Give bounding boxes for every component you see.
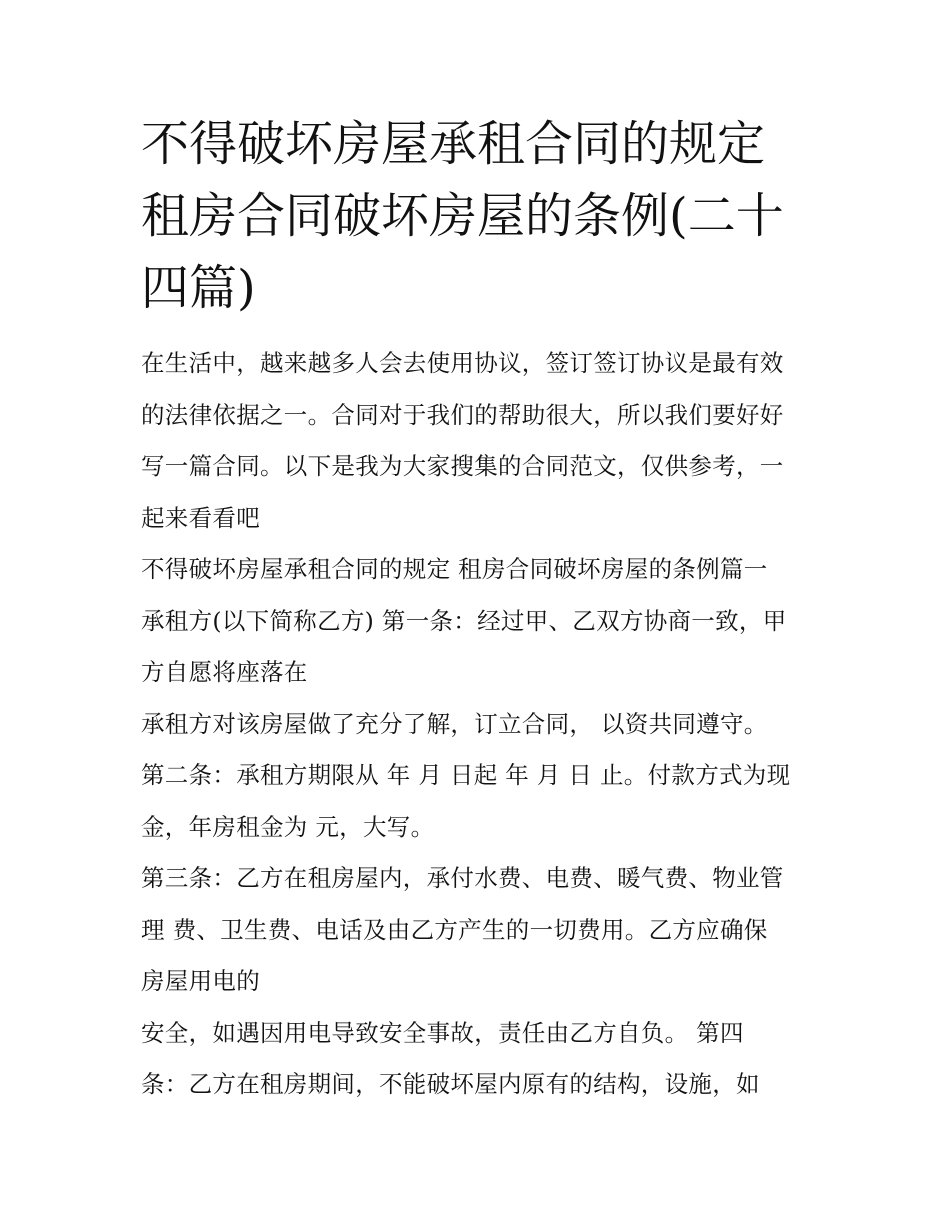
paragraph-article-1: [141, 596, 840, 699]
text-line: 承租方(以下简称乙方) 第一条：经过甲、乙双方协商一致，甲: [141, 606, 787, 635]
text-line: 房屋用电的: [141, 967, 260, 995]
text-line: 金，年房租金为 元，大写。: [141, 812, 435, 841]
title-line: 不得破坏房屋承租合同的规定: [141, 116, 766, 172]
document-title: [141, 108, 840, 324]
text-line: 方自愿将座落在: [141, 658, 308, 686]
text-line: 承租方对该房屋做了充分了解，订立合同， 以资共同遵守。: [141, 709, 768, 738]
title-line: 租房合同破坏房屋的条例(二十: [141, 188, 784, 244]
text-line: 起来看看吧: [141, 503, 260, 532]
paragraph-article-3: [141, 853, 840, 1008]
text-line: 不得破坏房屋承租合同的规定 租房合同破坏房屋的条例篇一: [141, 555, 768, 583]
text-line: 第二条：承租方期限从 年 月 日起 年 月 日 止。付款方式为现: [141, 761, 791, 789]
paragraph-agreement: [141, 699, 840, 751]
text-line: 第三条：乙方在租房屋内，承付水费、电费、暖气费、物业管: [141, 864, 784, 892]
document-body: [141, 338, 840, 1111]
text-line: 安全，如遇因用电导致安全事故，责任由乙方自负。 第四: [141, 1018, 744, 1047]
text-line: 条：乙方在租房期间，不能破坏屋内原有的结构，设施，如: [141, 1070, 760, 1098]
paragraph-section-heading: [141, 544, 840, 596]
title-line: 四篇): [141, 260, 256, 316]
text-line: 的法律依据之一。合同对于我们的帮助很大，所以我们要好好: [141, 400, 784, 429]
text-line: 理 费、卫生费、电话及由乙方产生的一切费用。乙方应确保: [141, 915, 768, 944]
paragraph-article-2: [141, 750, 840, 853]
paragraph-intro: [141, 338, 840, 544]
text-line: 写一篇合同。以下是我为大家搜集的合同范文，仅供参考，一: [141, 452, 784, 480]
paragraph-article-4: [141, 1008, 840, 1111]
text-line: 在生活中，越来越多人会去使用协议，签订签订协议是最有效: [141, 349, 784, 377]
